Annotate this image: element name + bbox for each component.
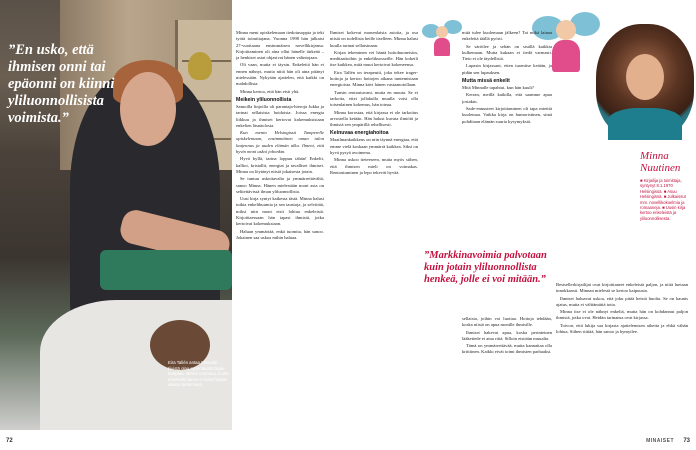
paragraph: Oli vaan, mutta ei täysin. Enkeleitä hän ei ennen nähnyt, mutta niitä hän oli aina pitänyt mielessään. Nykyään ajattelen, että kaikki on mahdollista.: [236, 62, 324, 87]
angel-illustration-small: [422, 18, 464, 58]
buddha-statue: [188, 52, 212, 80]
photo-caption: Eira Tallén antaa Minnalle tiivistä olaa syventävää trager-terapiaa. Minna rentoutui, mutta enkeleitä hänen ei tullut hoidon aikana tuntemaan.: [168, 360, 229, 388]
subheading: Meikein yliluonnollista: [236, 96, 292, 103]
paragraph: Toivon, että lukija saa kirjasta ajattelemisen aihetta ja ehkä vähän lohtua. Siihen riittää, hän sanoo ja hymyilee.: [556, 322, 688, 335]
paragraph: Maailmankaikkeus on niin täynnä energiaa, että emme vielä koskaan ymmärrä kaikkea. Siksi on hyvä pysyä avoimena.: [330, 137, 418, 156]
paragraph: Mitä Minnalle tapahtui, kun hän kuuli?: [462, 85, 534, 91]
author-portrait: [596, 24, 694, 140]
paragraph: Eira Tallén on terapeutti, joka tekee trager-hoitoja ja kertoo hoitojen aikana tuntemistaan energioista. Minna kävi hänen vastaanotollaan.: [330, 69, 418, 88]
photo-quote: ”En usko, että ihmisen onni tai epäonni on kiinni yliluonnollisista voimista.”: [8, 42, 115, 126]
paragraph: Bestsellerkirjailijat ovat kirjoittaneet enkeleistä paljon, ja niitä luetaan innokkaasti. Minnan mielestä se kertoo kaipuusta.: [556, 282, 688, 294]
paragraph: Kerran, meillä kaikilla, että saamme apua jostakin.: [462, 92, 552, 104]
magazine-footer: MINAISET: [646, 438, 674, 444]
paragraph: Minna meni opiskelemaan tiedotusoppia ja teki työtä toimittajana. Vuonna 1998 hän julkaisi 27-vuotiaana ensimmäisen novellikirjansa. Kirjoittaminen oli aina ollut hänelle tärkeää – ja henkiset asiat ohjasivat hänen valintojaan.: [236, 30, 324, 61]
article-column-2: [330, 30, 418, 442]
paragraph: Tunsin rentoutuvani, mutta en muuta. Se ei tarkoita, ettei jollakulla muulla voisi olla toisenlainen kokemus, hän toteaa.: [330, 89, 418, 108]
paragraph: Hyvä kyllä, tarina loppuu tähän! Enkelit, kalliot, kristallit, energiat ja tavalliset ihmiset. Minna on löytänyt niistä jokaisesta jotain.: [236, 156, 324, 174]
paragraph: Minna kertoo, että hän etsii yhä.: [240, 88, 300, 94]
paragraph: Minna uskoo tieteeseen, mutta myös siihen, että ihmisen mieli on voimakas. Rentoutuminen ja lepo tekevät hyvää.: [330, 157, 418, 175]
article-column-3: [462, 30, 552, 220]
article-column-5: [556, 282, 688, 442]
paragraph: Kirjan tekeminen vei häntä hoitohuoneisiin, meditaatioihin ja enkelikursseille. Hän kokeili itse kaikkea, mitä muut kertoivat kokeneensa.: [330, 49, 418, 68]
paragraph: Ihmiset hakevat apua, koska perinteinen lääketiede ei aina riitä. Silloin etsitään muualta.: [462, 329, 552, 341]
page-number-left: 72: [6, 438, 13, 444]
paragraph: Lupasin kirjassani, etten tuomitse ketään, ja pidän sen lupauksen.: [462, 63, 552, 75]
paragraph: Se tuntuu uskottavalta ja ymmärrettävältä, sanoo Minna. Hänen mielestään moni asia on selitettävissä ilman yliluonnollista.: [236, 176, 324, 194]
subheading: Keinuvaa energiahoitoa: [330, 130, 389, 137]
pull-quote: ”Markkinavoimia palvotaan kuin jotain yliluonnollista henkeä, jolle ei voi mitään.”: [424, 250, 547, 285]
paragraph: Samoilla linjoilla oli parantaja-hieroja Jukka ja tarinat sellaisista hoidoista. Joissa energia liikkuu ja ihmiset kertovat kokemuksistaan enkelien läsnäolosta.: [236, 103, 324, 128]
page-number-right: 73: [683, 438, 690, 444]
paragraph: sellaisia, joihin voi luottaa. Hoitoja tehdään, koska niistä on apua monille ihmisille.: [462, 316, 552, 328]
author-name: Minna Nuutinen: [640, 150, 681, 174]
paragraph: Minna itse ei ole nähnyt enkeliä, mutta hän on kohdannut paljon ihmisiä, jotka ovat. Heidän tarinansa ovat kirjassa.: [556, 309, 688, 321]
paragraph: Sade-ennusteet kirjoittaminen oli tapa miettiä kuolemaa. Vaikka kirja on humoristinen, siinä pohditaan elämän suuria kysymyksiä.: [462, 105, 552, 124]
article-column-4: [462, 316, 552, 438]
paragraph: Tämä on ymmärrettävää, mutta kannattaa olla kriittinen. Kaikki eivät toimi ihmisten parhaaksi.: [462, 343, 552, 355]
subheading: Mutta missä enkelit: [462, 78, 510, 85]
paragraph: Ihmiset haluavat uskoa, että joku pitää heistä huolta. Se on kaunis ajatus, mutta ei välttämättä totta.: [556, 295, 688, 307]
author-bio: ■ Kirjailija ja toimittaja, syntynyt 8.1.1970 Helsingissä. ■ Asuu Helsingissä. ■ Julkaissut mm. novellikokoelmia ja romaaneja. ■ Uusin kirja kertoo enkeleistä ja yliluonnollisesta.: [640, 178, 686, 221]
article-column-1: [236, 30, 324, 442]
paragraph: Haluan ymmärtää, enkä tuomita, hän sanoo. Jokainen saa uskoa mihin haluaa.: [236, 228, 324, 240]
paragraph: Uusi kirja syntyi kaikesta tästä. Minna halusi tutkia enkelibuumia ja sen taustoja, ja selvittää, miksi niin moni etsii lohtua enkeleistä. Kirjoittaessaan hän tapasi ihmisiä, jotka kertoivat kokemuksiaan.: [236, 196, 324, 227]
paragraph: Se säröilee ja sehän on sisällä kaikkia kulkemaan. Mutta kukaan ei tiedä varmasti. Tieto ei ole täydellistä.: [462, 43, 552, 62]
paragraph: mitä tulee kuolemaan jälkeen? Tai mikä lainaa enkeleitä täällä pyörii.: [462, 30, 552, 42]
paragraph: Ihmiset kokevat monenlaisia asioita, ja osa niistä on todellisia heille itselleen. Minna halusi kuulla tarinat sellaisinaan.: [330, 30, 418, 48]
paragraph: Kun menin Helsingissä Tamperelle opiskelemaan, ensimmäinen oman talon laajennus ja uuden elämän alku. Ilmeni, että hyvin moni uskoi johonkin.: [236, 130, 324, 155]
paragraph: Minna korostaa, että kirjassa ei ole tarkoitus arvostella ketään. Hän halusi kuvata ilmiötä ja ihmisiä sen ympärillä rehellisesti.: [330, 109, 418, 128]
